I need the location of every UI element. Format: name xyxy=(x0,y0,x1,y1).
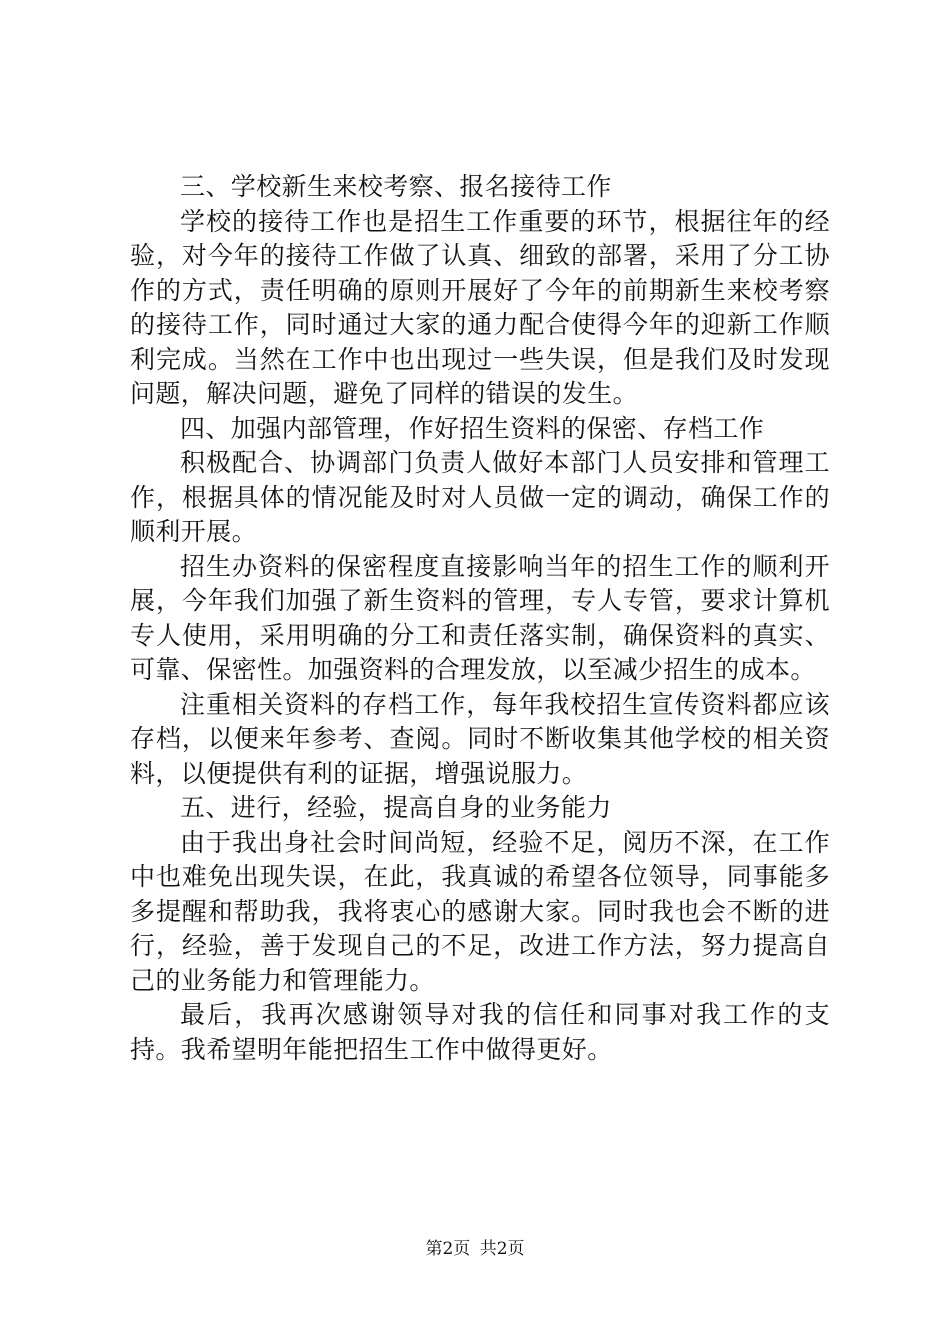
body-paragraph: 积极配合、协调部门负责人做好本部门人员安排和管理工作，根据具体的情况能及时对人员做一定的调动，确保工作的顺利开展。 xyxy=(130,448,830,546)
body-paragraph: 学校的接待工作也是招生工作重要的环节，根据往年的经验，对今年的接待工作做了认真、细致的部署，采用了分工协作的方式，责任明确的原则开展好了今年的前期新生来校考察的接待工作，同时通过大家的通力配合使得今年的迎新工作顺利完成。当然在工作中也出现过一些失误，但是我们及时发现问题，解决问题，避免了同样的错误的发生。 xyxy=(130,206,830,408)
section-heading: 四、加强内部管理，作好招生资料的保密、存档工作 xyxy=(180,413,765,443)
section-heading: 三、学校新生来校考察、报名接待工作 xyxy=(180,172,612,201)
body-paragraph: 注重相关资料的存档工作，每年我校招生宣传资料都应该存档，以便来年参考、查阅。同时不断收集其他学校的相关资料，以便提供有利的证据，增强说服力。 xyxy=(130,689,830,788)
section-heading: 五、进行，经验，提高自身的业务能力 xyxy=(180,793,612,822)
page-total: 共2页 xyxy=(479,1239,525,1259)
document-body xyxy=(130,170,830,1067)
body-paragraph: 最后，我再次感谢领导对我的信任和同事对我工作的支持。我希望明年能把招生工作中做得更好。 xyxy=(130,1000,830,1064)
page-number: 第2页 xyxy=(425,1239,471,1259)
body-paragraph: 由于我出身社会时间尚短，经验不足，阅历不深，在工作中也难免出现失误，在此，我真诚的希望各位领导，同事能多多提醒和帮助我，我将衷心的感谢大家。同时我也会不断的进行，经验，善于发现自己的不足，改进工作方法，努力提高自己的业务能力和管理能力。 xyxy=(130,827,830,995)
page-footer xyxy=(0,1238,950,1260)
body-paragraph: 招生办资料的保密程度直接影响当年的招生工作的顺利开展，今年我们加强了新生资料的管理，专人专管，要求计算机专人使用，采用明确的分工和责任落实制，确保资料的真实、可靠、保密性。加强资料的合理发放，以至减少招生的成本。 xyxy=(130,551,830,684)
